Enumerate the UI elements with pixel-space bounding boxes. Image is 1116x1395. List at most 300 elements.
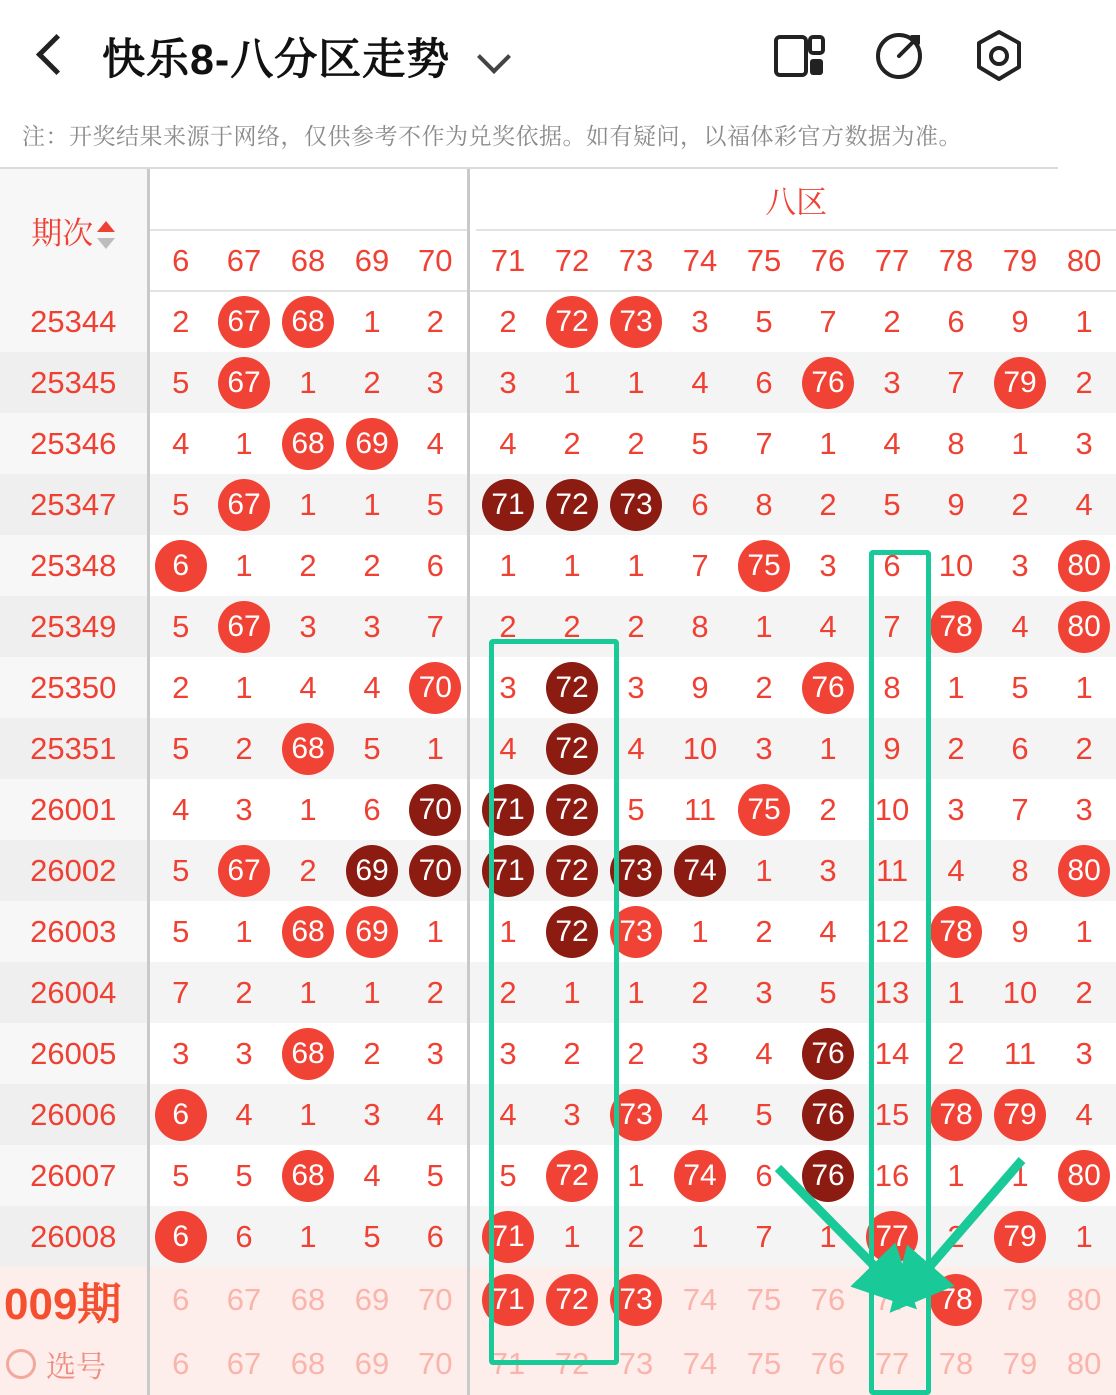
forecast-cell[interactable]: 68 — [276, 1267, 340, 1333]
hit-ball: 69 — [346, 845, 398, 897]
trend-cell: 1 — [947, 1157, 965, 1193]
trend-cell: 9 — [924, 474, 988, 535]
pick-cell[interactable]: 69 — [340, 1333, 404, 1395]
trend-cell: 2 — [947, 1035, 965, 1071]
zone-separator — [468, 718, 476, 779]
trend-cell: 7 — [691, 547, 709, 583]
hit-ball: 73 — [610, 906, 662, 958]
hit-ball: 74 — [674, 1150, 726, 1202]
trend-cell: 3 — [947, 791, 965, 827]
forecast-cell[interactable] — [476, 1267, 540, 1333]
hit-ball: 79 — [994, 1089, 1046, 1141]
trend-cell — [340, 840, 404, 901]
forecast-ball[interactable]: 71 — [482, 1274, 534, 1326]
trend-cell: 11 — [1003, 1035, 1037, 1071]
trend-cell: 5 — [426, 1157, 444, 1193]
trend-cell — [924, 596, 988, 657]
trend-cell: 1 — [235, 425, 253, 461]
trend-cell: 9 — [691, 669, 709, 705]
hit-ball: 76 — [802, 357, 854, 409]
trend-cell: 4 — [1052, 474, 1116, 535]
trend-cell: 5 — [404, 474, 468, 535]
trend-cell: 1 — [819, 425, 837, 461]
period-cell: 25350 — [0, 657, 148, 718]
trend-cell: 2 — [276, 840, 340, 901]
trend-cell: 1 — [1075, 304, 1093, 339]
trend-cell: 2 — [883, 304, 901, 339]
trend-cell: 1 — [540, 352, 604, 413]
trend-cell: 5 — [148, 840, 212, 901]
trend-cell — [148, 1206, 212, 1267]
number-column-header[interactable]: 72 — [540, 230, 604, 291]
trend-cell — [668, 840, 732, 901]
hit-ball: 73 — [610, 296, 662, 348]
zone-separator — [468, 962, 476, 1023]
hit-ball: 71 — [482, 784, 534, 836]
trend-cell: 5 — [172, 1157, 190, 1193]
trend-cell: 4 — [988, 596, 1052, 657]
trend-cell: 7 — [924, 352, 988, 413]
pick-cell[interactable]: 71 — [476, 1333, 540, 1395]
hit-ball: 76 — [802, 1028, 854, 1080]
trend-cell — [988, 1206, 1052, 1267]
trend-cell — [796, 1084, 860, 1145]
layout-panel-icon[interactable] — [768, 25, 830, 87]
trend-cell: 1 — [604, 962, 668, 1023]
trend-cell: 3 — [276, 596, 340, 657]
forecast-cell[interactable]: 67 — [212, 1267, 276, 1333]
zone-separator — [468, 413, 476, 474]
trend-cell: 5 — [340, 718, 404, 779]
trend-cell: 2 — [563, 1035, 581, 1071]
number-column-header[interactable]: 6 — [148, 230, 212, 291]
trend-cell — [540, 1145, 604, 1206]
hit-ball: 80 — [1058, 601, 1110, 653]
hit-ball: 68 — [282, 906, 334, 958]
pick-cell[interactable]: 68 — [276, 1333, 340, 1395]
trend-cell: 1 — [627, 547, 645, 583]
hit-ball: 67 — [218, 357, 270, 409]
hit-ball: 70 — [409, 784, 461, 836]
trend-cell — [732, 779, 796, 840]
trend-cell: 1 — [340, 474, 404, 535]
trend-cell: 5 — [1011, 669, 1029, 705]
period-cell: 25351 — [0, 718, 148, 779]
trend-cell — [404, 779, 468, 840]
table-row[interactable] — [0, 474, 1116, 535]
trend-cell — [604, 291, 668, 352]
trend-cell: 2 — [476, 962, 540, 1023]
trend-cell: 3 — [819, 547, 837, 583]
trend-cell: 11 — [683, 791, 717, 827]
table-row[interactable] — [0, 596, 1116, 657]
period-column-header[interactable] — [0, 169, 148, 291]
trend-cell: 1 — [668, 1206, 732, 1267]
trend-cell: 5 — [172, 913, 190, 949]
forecast-cell[interactable]: 70 — [404, 1267, 468, 1333]
radio-circle-icon[interactable] — [6, 1349, 36, 1379]
trend-cell: 2 — [340, 352, 404, 413]
trend-cell: 3 — [691, 304, 709, 339]
forecast-cell[interactable]: 76 — [796, 1267, 860, 1333]
number-column-header[interactable]: 67 — [212, 230, 276, 291]
table-row[interactable] — [0, 962, 1116, 1023]
hit-ball: 68 — [282, 1028, 334, 1080]
trend-cell: 2 — [627, 425, 645, 461]
hit-ball: 78 — [930, 601, 982, 653]
trend-cell: 3 — [627, 669, 645, 705]
trend-cell: 4 — [363, 1157, 381, 1193]
trend-cell: 6 — [883, 547, 901, 583]
trend-cell: 16 — [874, 1157, 910, 1193]
trend-cell: 1 — [276, 962, 340, 1023]
hit-ball: 67 — [218, 601, 270, 653]
trend-cell: 12 — [874, 913, 910, 949]
trend-cell — [1052, 1145, 1116, 1206]
trend-cell: 2 — [363, 547, 381, 583]
trend-cell: 2 — [627, 1035, 645, 1071]
trend-cell: 2 — [299, 547, 317, 583]
trend-cell: 2 — [563, 425, 581, 461]
hit-ball: 80 — [1058, 845, 1110, 897]
trend-cell — [276, 291, 340, 352]
trend-table-wrapper[interactable] — [0, 167, 1102, 1395]
trend-cell: 1 — [1075, 913, 1093, 949]
trend-cell: 4 — [883, 425, 901, 461]
trend-cell: 10 — [938, 547, 974, 583]
table-row[interactable] — [0, 718, 1116, 779]
trend-cell: 6 — [947, 304, 965, 339]
pick-cell[interactable]: 80 — [1052, 1333, 1116, 1395]
zone-separator — [468, 596, 476, 657]
forecast-cell[interactable] — [924, 1267, 988, 1333]
period-cell: 25344 — [0, 291, 148, 352]
pick-row[interactable] — [0, 1333, 1116, 1395]
number-column-header[interactable]: 77 — [860, 230, 924, 291]
hit-ball: 73 — [610, 479, 662, 531]
number-column-header[interactable]: 75 — [732, 230, 796, 291]
hit-ball: 78 — [930, 1089, 982, 1141]
table-header-row — [0, 169, 1116, 230]
page-title: 快乐8-八分区走势 — [102, 35, 451, 84]
camera-target-icon[interactable] — [968, 25, 1030, 87]
trend-cell: 2 — [426, 304, 444, 339]
hit-ball: 76 — [802, 1150, 854, 1202]
trend-cell: 3 — [732, 962, 796, 1023]
pick-cell[interactable]: 79 — [988, 1333, 1052, 1395]
forecast-ball[interactable]: 78 — [930, 1274, 982, 1326]
hit-ball: 77 — [866, 1211, 918, 1263]
number-column-header[interactable]: 73 — [604, 230, 668, 291]
trend-cell — [988, 352, 1052, 413]
forecast-row — [0, 1267, 1116, 1333]
hit-ball: 68 — [282, 296, 334, 348]
trend-cell — [404, 657, 468, 718]
trend-cell: 5 — [860, 474, 924, 535]
hit-ball: 79 — [994, 357, 1046, 409]
hit-ball: 80 — [1058, 1150, 1110, 1202]
forecast-cell[interactable]: 79 — [988, 1267, 1052, 1333]
trend-cell: 1 — [276, 1084, 340, 1145]
period-cell: 26002 — [0, 840, 148, 901]
trend-cell: 1 — [1075, 669, 1093, 705]
table-row[interactable] — [0, 1023, 1116, 1084]
trend-cell — [540, 840, 604, 901]
number-column-header[interactable]: 69 — [340, 230, 404, 291]
number-column-header[interactable]: 76 — [796, 230, 860, 291]
hit-ball: 79 — [994, 1211, 1046, 1263]
period-cell: 25349 — [0, 596, 148, 657]
back-chevron-icon[interactable] — [28, 32, 76, 80]
app-header — [0, 0, 1058, 112]
trend-cell — [148, 1084, 212, 1145]
trend-cell — [540, 901, 604, 962]
table-row[interactable] — [0, 291, 1116, 352]
trend-cell: 3 — [340, 596, 404, 657]
trend-cell: 9 — [1011, 304, 1029, 339]
trend-cell — [212, 352, 276, 413]
pick-cell[interactable]: 74 — [668, 1333, 732, 1395]
forecast-cell[interactable]: 69 — [340, 1267, 404, 1333]
trend-cell: 3 — [235, 1035, 253, 1071]
trend-cell: 10 — [988, 962, 1052, 1023]
trend-cell: 2 — [755, 913, 773, 949]
trend-cell — [1052, 535, 1116, 596]
forecast-cell[interactable] — [540, 1267, 604, 1333]
trend-cell — [924, 1084, 988, 1145]
trend-cell: 10 — [874, 791, 910, 827]
trend-cell: 1 — [276, 352, 340, 413]
trend-cell — [276, 1023, 340, 1084]
trend-cell: 1 — [732, 840, 796, 901]
trend-cell: 1 — [499, 547, 517, 583]
table-row[interactable] — [0, 352, 1116, 413]
trend-cell: 1 — [796, 1206, 860, 1267]
table-row[interactable] — [0, 901, 1116, 962]
trend-cell — [796, 352, 860, 413]
pick-cell[interactable]: 76 — [796, 1333, 860, 1395]
trend-cell: 4 — [668, 1084, 732, 1145]
trend-cell: 3 — [691, 1035, 709, 1071]
trend-cell: 5 — [148, 352, 212, 413]
trend-cell: 1 — [924, 962, 988, 1023]
trend-cell: 2 — [212, 718, 276, 779]
trend-cell: 4 — [426, 425, 444, 461]
hit-ball: 71 — [482, 1211, 534, 1263]
hit-ball: 76 — [802, 1089, 854, 1141]
trend-cell: 4 — [476, 1084, 540, 1145]
hit-ball: 72 — [546, 662, 598, 714]
table-row[interactable] — [0, 1145, 1116, 1206]
pick-cell[interactable]: 70 — [404, 1333, 468, 1395]
period-cell: 25345 — [0, 352, 148, 413]
trend-cell: 2 — [988, 474, 1052, 535]
zone-header-right: 八区 — [476, 169, 1116, 230]
trend-cell: 1 — [235, 669, 253, 705]
table-row[interactable] — [0, 1084, 1116, 1145]
trend-cell: 11 — [860, 840, 924, 901]
period-cell: 26005 — [0, 1023, 148, 1084]
trend-cell: 8 — [883, 669, 901, 705]
zone-separator — [468, 1206, 476, 1267]
period-header-label: 期次 — [31, 215, 94, 251]
trend-cell: 1 — [540, 1206, 604, 1267]
trend-cell — [212, 291, 276, 352]
hit-ball: 73 — [610, 845, 662, 897]
pick-cell[interactable]: 75 — [732, 1333, 796, 1395]
trend-cell: 6 — [988, 718, 1052, 779]
pick-cell[interactable]: 6 — [148, 1333, 212, 1395]
trend-cell: 3 — [499, 1035, 517, 1071]
hit-ball: 68 — [282, 418, 334, 470]
trend-cell: 2 — [604, 1206, 668, 1267]
hit-ball: 6 — [155, 1089, 207, 1141]
pick-cell[interactable]: 67 — [212, 1333, 276, 1395]
trend-cell: 7 — [1011, 791, 1029, 827]
trend-cell: 3 — [796, 840, 860, 901]
trend-cell: 4 — [172, 791, 190, 827]
trend-cell: 1 — [426, 913, 444, 949]
trend-cell: 10 — [668, 718, 732, 779]
forecast-cell[interactable]: 75 — [732, 1267, 796, 1333]
forecast-cell[interactable]: 80 — [1052, 1267, 1116, 1333]
trend-cell: 1 — [276, 1206, 340, 1267]
trend-cell: 2 — [924, 1206, 988, 1267]
period-cell: 25348 — [0, 535, 148, 596]
trend-cell: 2 — [499, 304, 517, 339]
share-icon[interactable] — [868, 25, 930, 87]
trend-cell: 1 — [604, 352, 668, 413]
forecast-cell[interactable] — [604, 1267, 668, 1333]
trend-cell: 1 — [235, 547, 253, 583]
table-row[interactable] — [0, 535, 1116, 596]
hit-ball: 67 — [218, 479, 270, 531]
trend-cell: 3 — [1075, 791, 1093, 827]
table-row[interactable] — [0, 413, 1116, 474]
trend-cell: 4 — [668, 352, 732, 413]
trend-cell — [1052, 840, 1116, 901]
trend-cell: 1 — [947, 669, 965, 705]
trend-cell: 1 — [691, 913, 709, 949]
pick-cell[interactable]: 77 — [860, 1333, 924, 1395]
trend-cell — [604, 474, 668, 535]
trend-cell: 5 — [148, 718, 212, 779]
number-column-header[interactable]: 79 — [988, 230, 1052, 291]
zone-separator — [468, 352, 476, 413]
trend-cell — [148, 535, 212, 596]
trend-cell: 6 — [668, 474, 732, 535]
trend-cell — [668, 1145, 732, 1206]
trend-cell: 7 — [860, 596, 924, 657]
number-column-header[interactable]: 70 — [404, 230, 468, 291]
trend-cell: 1 — [1011, 425, 1029, 461]
hit-ball: 68 — [282, 723, 334, 775]
trend-cell: 2 — [172, 669, 190, 705]
trend-cell — [276, 1145, 340, 1206]
table-row[interactable] — [0, 840, 1116, 901]
hit-ball: 76 — [802, 662, 854, 714]
trend-cell: 1 — [363, 304, 381, 339]
hit-ball: 71 — [482, 479, 534, 531]
forecast-ball[interactable]: 73 — [610, 1274, 662, 1326]
zone-separator — [468, 1333, 476, 1395]
trend-cell — [276, 413, 340, 474]
trend-cell: 1 — [796, 718, 860, 779]
trend-cell — [796, 1145, 860, 1206]
trend-cell: 4 — [172, 425, 190, 461]
trend-cell — [476, 779, 540, 840]
trend-cell: 6 — [755, 1157, 773, 1193]
trend-cell — [860, 1206, 924, 1267]
period-cell: 26003 — [0, 901, 148, 962]
period-cell: 26008 — [0, 1206, 148, 1267]
sort-arrows-icon[interactable] — [97, 220, 115, 250]
hit-ball: 72 — [546, 845, 598, 897]
trend-cell: 3 — [172, 1035, 190, 1071]
pick-cell[interactable]: 72 — [540, 1333, 604, 1395]
trend-cell: 3 — [235, 791, 253, 827]
number-header-row — [0, 230, 1116, 291]
trend-cell — [1052, 596, 1116, 657]
trend-cell: 3 — [540, 1084, 604, 1145]
forecast-cell[interactable]: 6 — [148, 1267, 212, 1333]
hit-ball: 70 — [409, 845, 461, 897]
hit-ball: 75 — [738, 540, 790, 592]
number-column-header[interactable]: 74 — [668, 230, 732, 291]
period-cell: 26006 — [0, 1084, 148, 1145]
trend-cell — [212, 596, 276, 657]
trend-cell — [604, 1084, 668, 1145]
zone-separator — [468, 657, 476, 718]
trend-cell — [276, 901, 340, 962]
trend-cell: 6 — [732, 352, 796, 413]
trend-cell: 2 — [1052, 718, 1116, 779]
chevron-down-icon[interactable] — [472, 35, 514, 77]
trend-cell: 1 — [499, 913, 517, 949]
trend-cell: 5 — [340, 1206, 404, 1267]
pick-label-cell[interactable] — [0, 1333, 148, 1395]
trend-cell — [732, 535, 796, 596]
trend-cell: 4 — [499, 425, 517, 461]
forecast-cell[interactable]: 74 — [668, 1267, 732, 1333]
trend-cell: 1 — [340, 962, 404, 1023]
number-column-header[interactable]: 71 — [476, 230, 540, 291]
table-row[interactable] — [0, 1206, 1116, 1267]
trend-cell: 5 — [732, 1084, 796, 1145]
table-row[interactable] — [0, 657, 1116, 718]
pick-cell[interactable]: 73 — [604, 1333, 668, 1395]
forecast-ball[interactable]: 72 — [546, 1274, 598, 1326]
trend-cell: 9 — [1011, 913, 1029, 949]
trend-cell: 3 — [404, 352, 468, 413]
trend-cell: 5 — [499, 1157, 517, 1193]
hit-ball: 72 — [546, 479, 598, 531]
number-column-header[interactable]: 78 — [924, 230, 988, 291]
forecast-cell[interactable]: 77 — [860, 1267, 924, 1333]
table-row[interactable] — [0, 779, 1116, 840]
trend-cell: 2 — [1052, 352, 1116, 413]
number-column-header[interactable]: 80 — [1052, 230, 1116, 291]
disclaimer-note: 注：开奖结果来源于网络，仅供参考不作为兑奖依据。如有疑问，以福体彩官方数据为准。 — [22, 123, 962, 149]
hit-ball: 71 — [482, 845, 534, 897]
number-column-header[interactable]: 68 — [276, 230, 340, 291]
trend-cell: 1 — [235, 913, 253, 949]
trend-cell: 1 — [299, 791, 317, 827]
trend-cell: 4 — [212, 1084, 276, 1145]
trend-cell — [476, 474, 540, 535]
pick-cell[interactable]: 78 — [924, 1333, 988, 1395]
trend-cell: 2 — [924, 718, 988, 779]
